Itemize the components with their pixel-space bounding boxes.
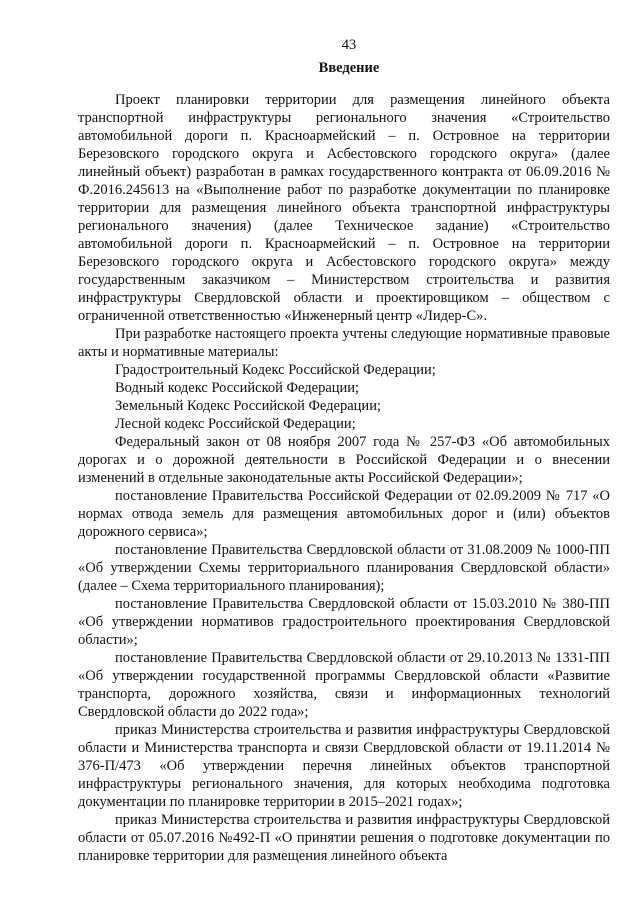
paragraph-resolution-717: постановление Правительства Российской Федерации от 02.09.2009 № 717 «О нормах отвода земель для размещения автомобильных дорог и (или) объектов дорожного сервиса»;	[78, 488, 610, 540]
paragraph-resolution-380: постановление Правительства Свердловской области от 15.03.2010 № 380-ПП «Об утверждении нормативов градостроительного проектирования Свердловской области»;	[78, 596, 610, 648]
page-number: 43	[341, 37, 357, 53]
paragraph-order-376: приказ Министерства строительства и развития инфраструктуры Свердловской области и Министерства транспорта и связи Свердловской области от 19.11.2014 № 376-П/473 «Об утверждении перечня линейных объектов транспортной инфраструктуры регионального значения, для которых необходима подготовка документации по планировке территории в 2015–2021 годах»;	[78, 722, 610, 810]
paragraph-resolution-1000: постановление Правительства Свердловской области от 31.08.2009 № 1000-ПП «Об утверждении Схемы территориального планирования Свердловской области» (далее – Схема территориального планирования);	[78, 542, 610, 594]
paragraph-forest-code: Лесной кодекс Российской Федерации;	[115, 416, 356, 432]
paragraph-water-code: Водный кодекс Российской Федерации;	[115, 380, 360, 396]
paragraph-urban-planning-code: Градостроительный Кодекс Российской Федерации;	[115, 362, 436, 378]
paragraph-federal-law-257: Федеральный закон от 08 ноября 2007 года № 257-ФЗ «Об автомобильных дорогах и о дорожной деятельности в Российской Федерации и о внесении изменений в отдельные законодательные акты Российской Федерации»;	[78, 434, 610, 486]
paragraph-regulations-lead: При разработке настоящего проекта учтены следующие нормативные правовые акты и нормативные материалы:	[78, 326, 610, 360]
paragraph-land-code: Земельный Кодекс Российской Федерации;	[115, 398, 381, 414]
paragraph-intro: Проект планировки территории для размещения линейного объекта транспортной инфраструктуры регионального значения «Строительство автомобильной дороги п. Красноармейский – п. Островное на территории Березовского городского округа и Асбестовского городского округа» (далее линейный объект) разработан в рамках государственного контракта от 06.09.2016 № Ф.2016.245613 на «Выполнение работ по разработке документации по планировке территории для размещения линейного объекта транспортной инфраструктуры регионального значения) (далее Техническое задание) «Строительство автомобильной дороги п. Красноармейский – п. Островное на территории Березовского городского округа и Асбестовского городского округа» между государственным заказчиком – Министерством строительства и развития инфраструктуры Свердловской области и проектировщиком – обществом с ограниченной ответственностью «Инженерный центр «Лидер-С».	[78, 92, 610, 324]
section-heading: Введение	[318, 60, 380, 76]
paragraph-order-492: приказ Министерства строительства и развития инфраструктуры Свердловской области от 05.07.2016 №492-П «О принятии решения о подготовке документации по планировке территории для размещения линейного объекта	[78, 812, 610, 864]
paragraph-resolution-1331: постановление Правительства Свердловской области от 29.10.2013 № 1331-ПП «Об утверждении государственной программы Свердловской области «Развитие транспорта, дорожного хозяйства, связи и информационных технологий Свердловской области до 2022 года»;	[78, 650, 610, 720]
document-body	[78, 91, 610, 865]
